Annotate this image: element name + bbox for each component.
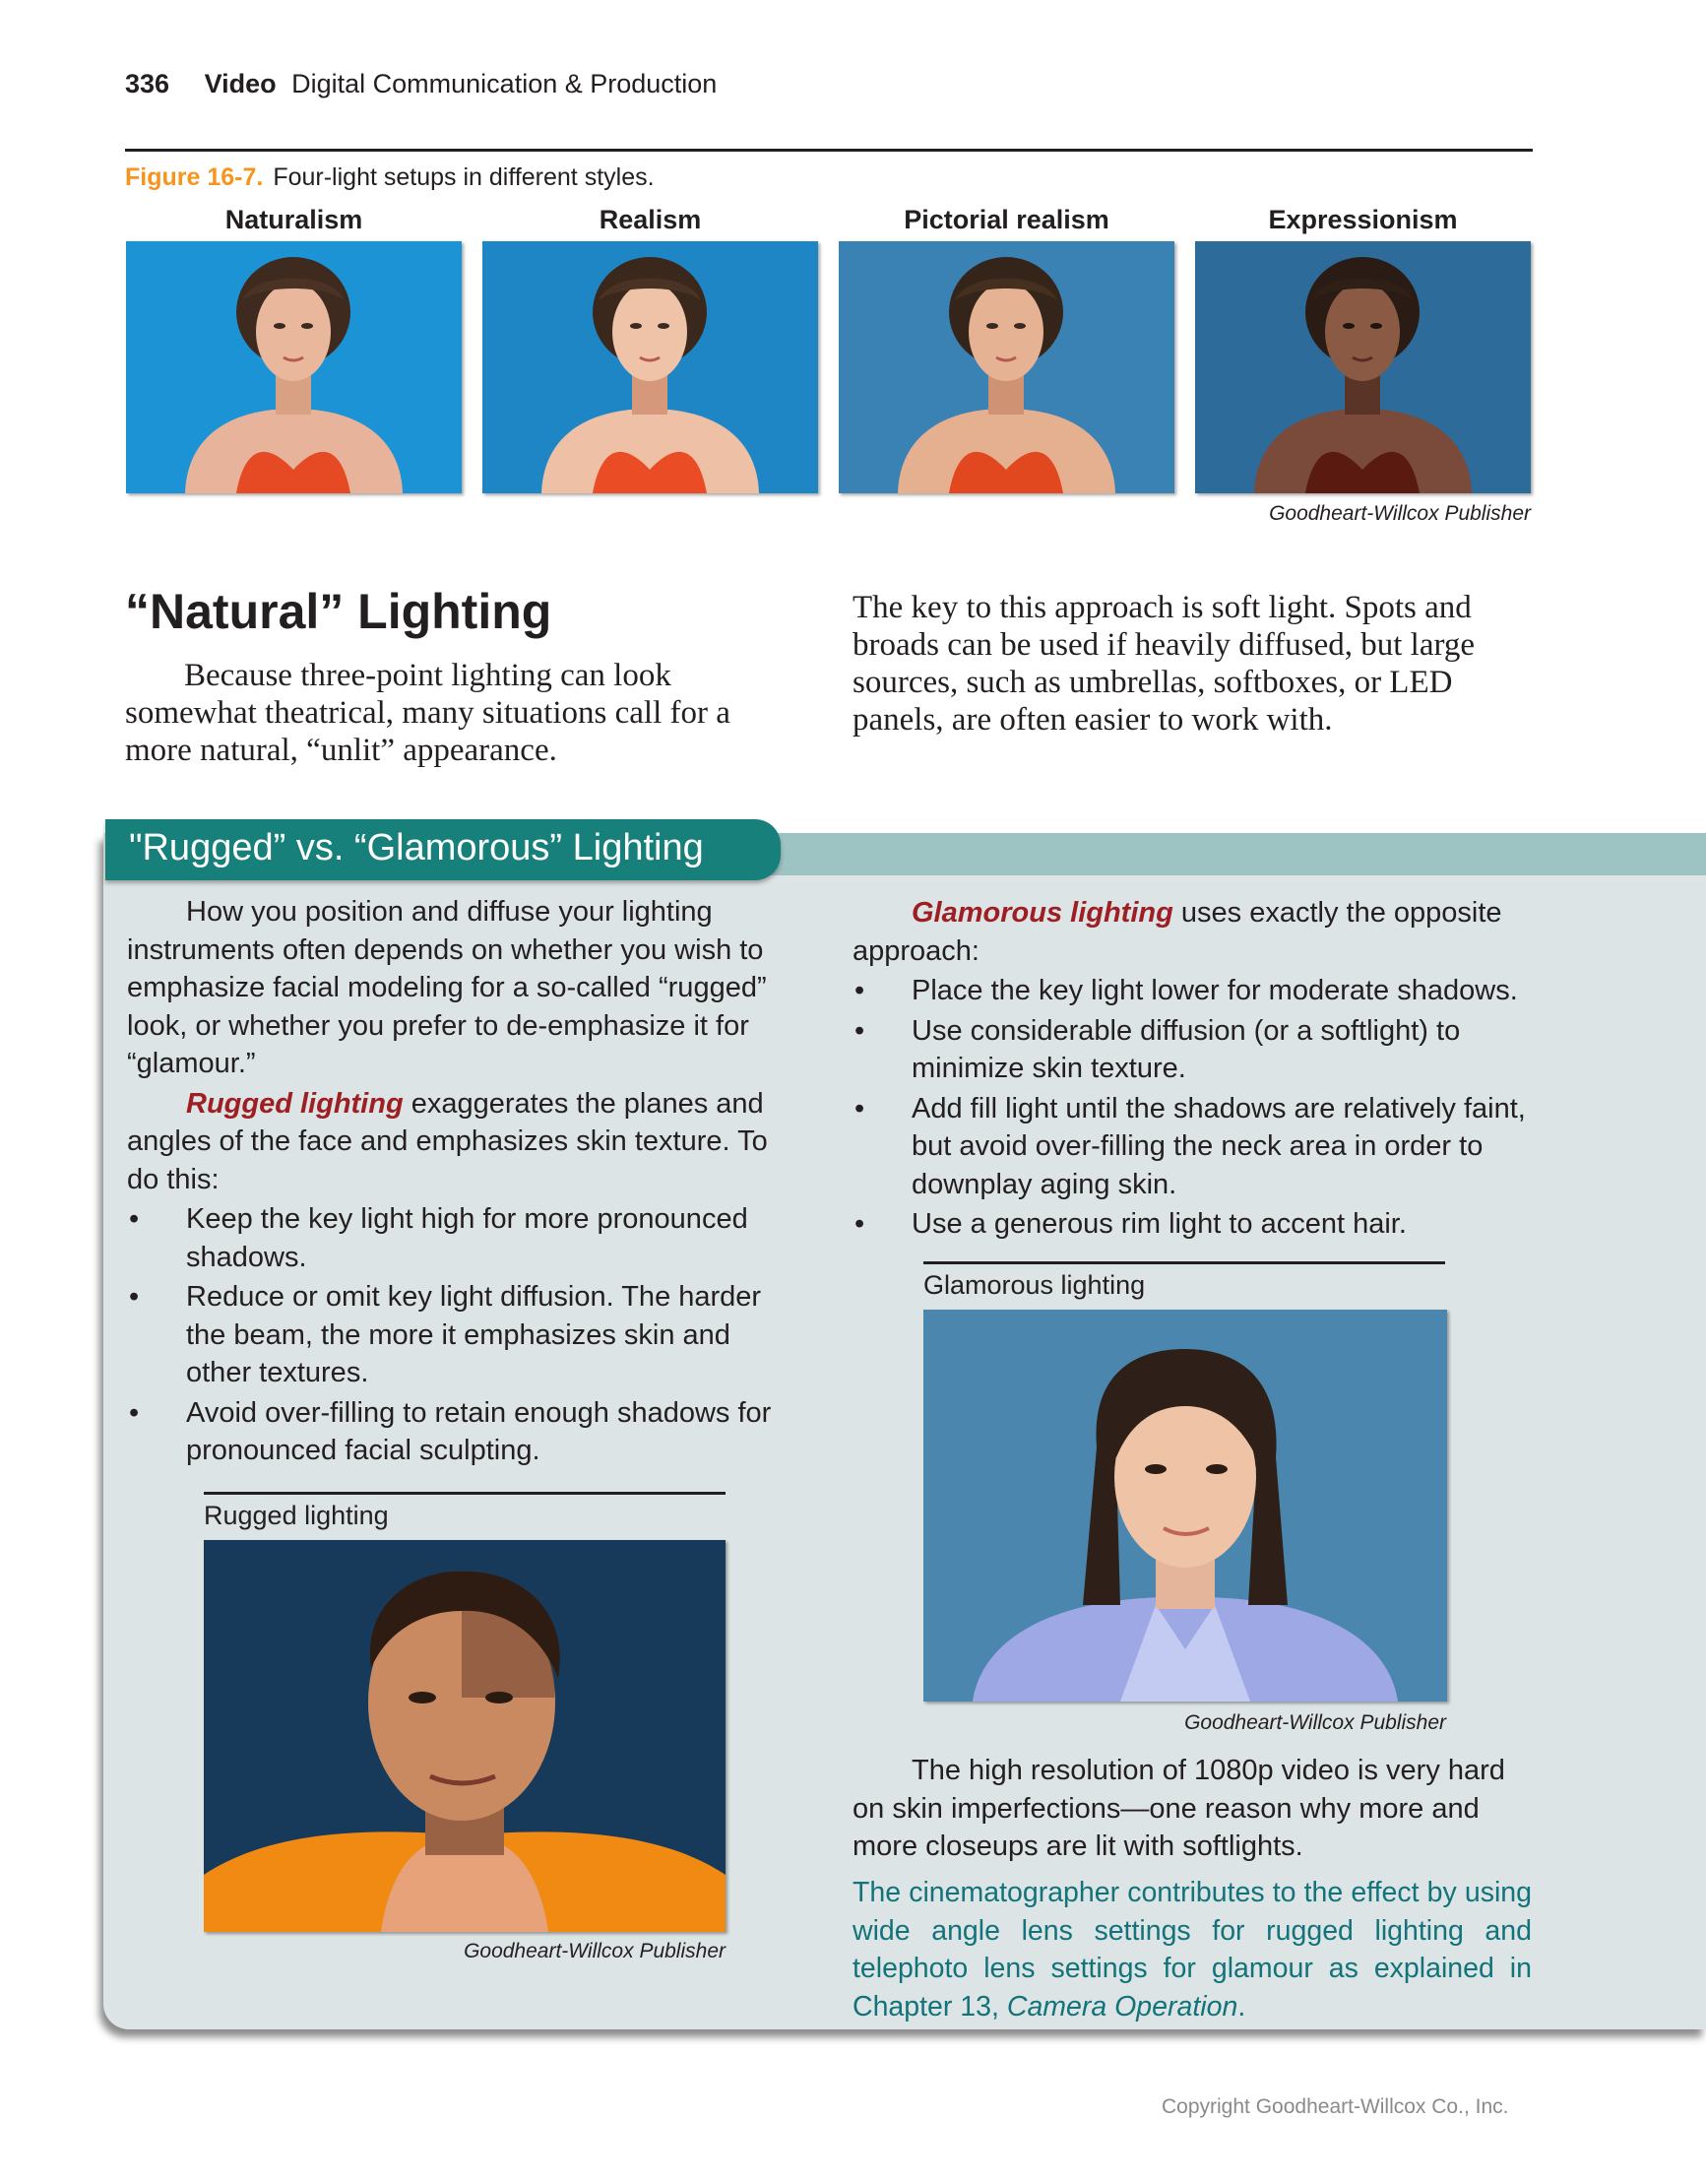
figure-rule [125, 149, 1533, 152]
copyright: Copyright Goodheart-Willcox Co., Inc. [1162, 2095, 1509, 2118]
style-label-naturalism: Naturalism [224, 205, 363, 234]
section-title: “Natural” Lighting [125, 584, 552, 639]
rugged-photo-credit: Goodheart-Willcox Publisher [464, 1940, 726, 1962]
style-label-expressionism: Expressionism [1268, 205, 1458, 234]
chapter-link: Camera Operation [1006, 1990, 1238, 2023]
rugged-bullet-list [127, 1200, 796, 1470]
rugged-paragraph [127, 1085, 796, 1199]
natural-lighting-para1 [125, 657, 755, 769]
running-head [125, 69, 717, 99]
rugged-photo-rule [204, 1492, 726, 1495]
list-item: • Use a generous rim light to accent hair. [854, 1208, 1407, 1240]
note-text: The cinematographer contributes to the effect by using wide angle lens settings for rugged lighting and telephoto lens settings for glamour as explained in Chapter 13, [853, 1877, 1532, 2023]
naturalism-portrait-image [126, 241, 462, 493]
paragraph: The key to this approach is soft light. Spots and broads can be used if heavily diffused, but large sources, such as umbrellas, softboxes, or LED panels, are often easier to work with. [853, 590, 1476, 738]
glamorous-photo-rule [923, 1261, 1445, 1264]
glamorous-paragraph [853, 894, 1542, 970]
figure-credit: Goodheart-Willcox Publisher [1269, 502, 1531, 525]
glamorous-bullet-list [853, 972, 1542, 1244]
book-subtitle: Digital Communication & Production [291, 69, 718, 98]
page-number: 336 [125, 69, 170, 98]
list-item: • Keep the key light high for more pronounced shadows. [129, 1203, 748, 1273]
list-item: • Reduce or omit key light diffusion. The harder the beam, the more it emphasizes skin and other textures. [129, 1281, 762, 1388]
paragraph: Because three-point lighting can look somewhat theatrical, many situations call for a more natural, “unlit” appearance. [125, 658, 730, 768]
glamorous-photo-credit: Goodheart-Willcox Publisher [1184, 1711, 1446, 1734]
sidebar-left-column [127, 893, 796, 1472]
rugged-lighting-text: exaggerates the planes and angles of the face and emphasizes skin texture. To do this: [127, 1087, 768, 1195]
list-item: • Add fill light until the shadows are relatively faint, but avoid over-filling the neck area in order to downplay aging skin. [854, 1092, 1526, 1200]
glamorous-photo-label: Glamorous lighting [923, 1270, 1146, 1300]
rugged-lighting-term: Rugged lighting [186, 1087, 404, 1120]
paragraph: The high resolution of 1080p video is very hard on skin imperfections—one reason why more and more closeups are lit with softlights. [853, 1755, 1505, 1862]
glamorous-lighting-text: uses exactly the opposite approach: [853, 897, 1502, 967]
sidebar-title-tab [105, 819, 781, 880]
list-item: • Place the key light lower for moderate shadows. [854, 975, 1518, 1006]
list-item: • Use considerable diffusion (or a softlight) to minimize skin texture. [854, 1014, 1461, 1084]
pictorial-realism-portrait-image [839, 241, 1174, 493]
rugged-photo-label: Rugged lighting [204, 1501, 389, 1530]
figure-caption-text: Four-light setups in different styles. [273, 163, 655, 191]
paragraph-1080p [853, 1752, 1542, 1866]
glamorous-lighting-term: Glamorous lighting [912, 897, 1173, 929]
intro-paragraph: How you position and diffuse your lighting instruments often depends on whether you wish to emphasize facial modeling for a so-called “rugged” look, or whether you prefer to de-emphasize it for “glamour.” [127, 896, 767, 1079]
book-title: Video [204, 69, 277, 98]
list-item: • Avoid over-filling to retain enough shadows for pronounced facial sculpting. [129, 1396, 772, 1466]
realism-portrait-image [482, 241, 818, 493]
sidebar-right-column [853, 894, 1542, 1246]
expressionism-portrait-image [1195, 241, 1531, 493]
sidebar-header-band [689, 833, 1706, 875]
figure-number: Figure 16-7. [125, 163, 264, 191]
figure-caption [125, 163, 655, 192]
note-end: . [1237, 1990, 1246, 2023]
sidebar-title: "Rugged” vs. “Glamorous” Lighting [129, 827, 704, 868]
rugged-lighting-image [204, 1540, 726, 1932]
natural-lighting-para2 [853, 589, 1532, 739]
glamorous-lighting-image [923, 1310, 1447, 1702]
cinematographer-note [853, 1874, 1532, 2025]
style-label-realism: Realism [599, 205, 702, 234]
style-label-pictorial-realism: Pictorial realism [904, 205, 1109, 234]
